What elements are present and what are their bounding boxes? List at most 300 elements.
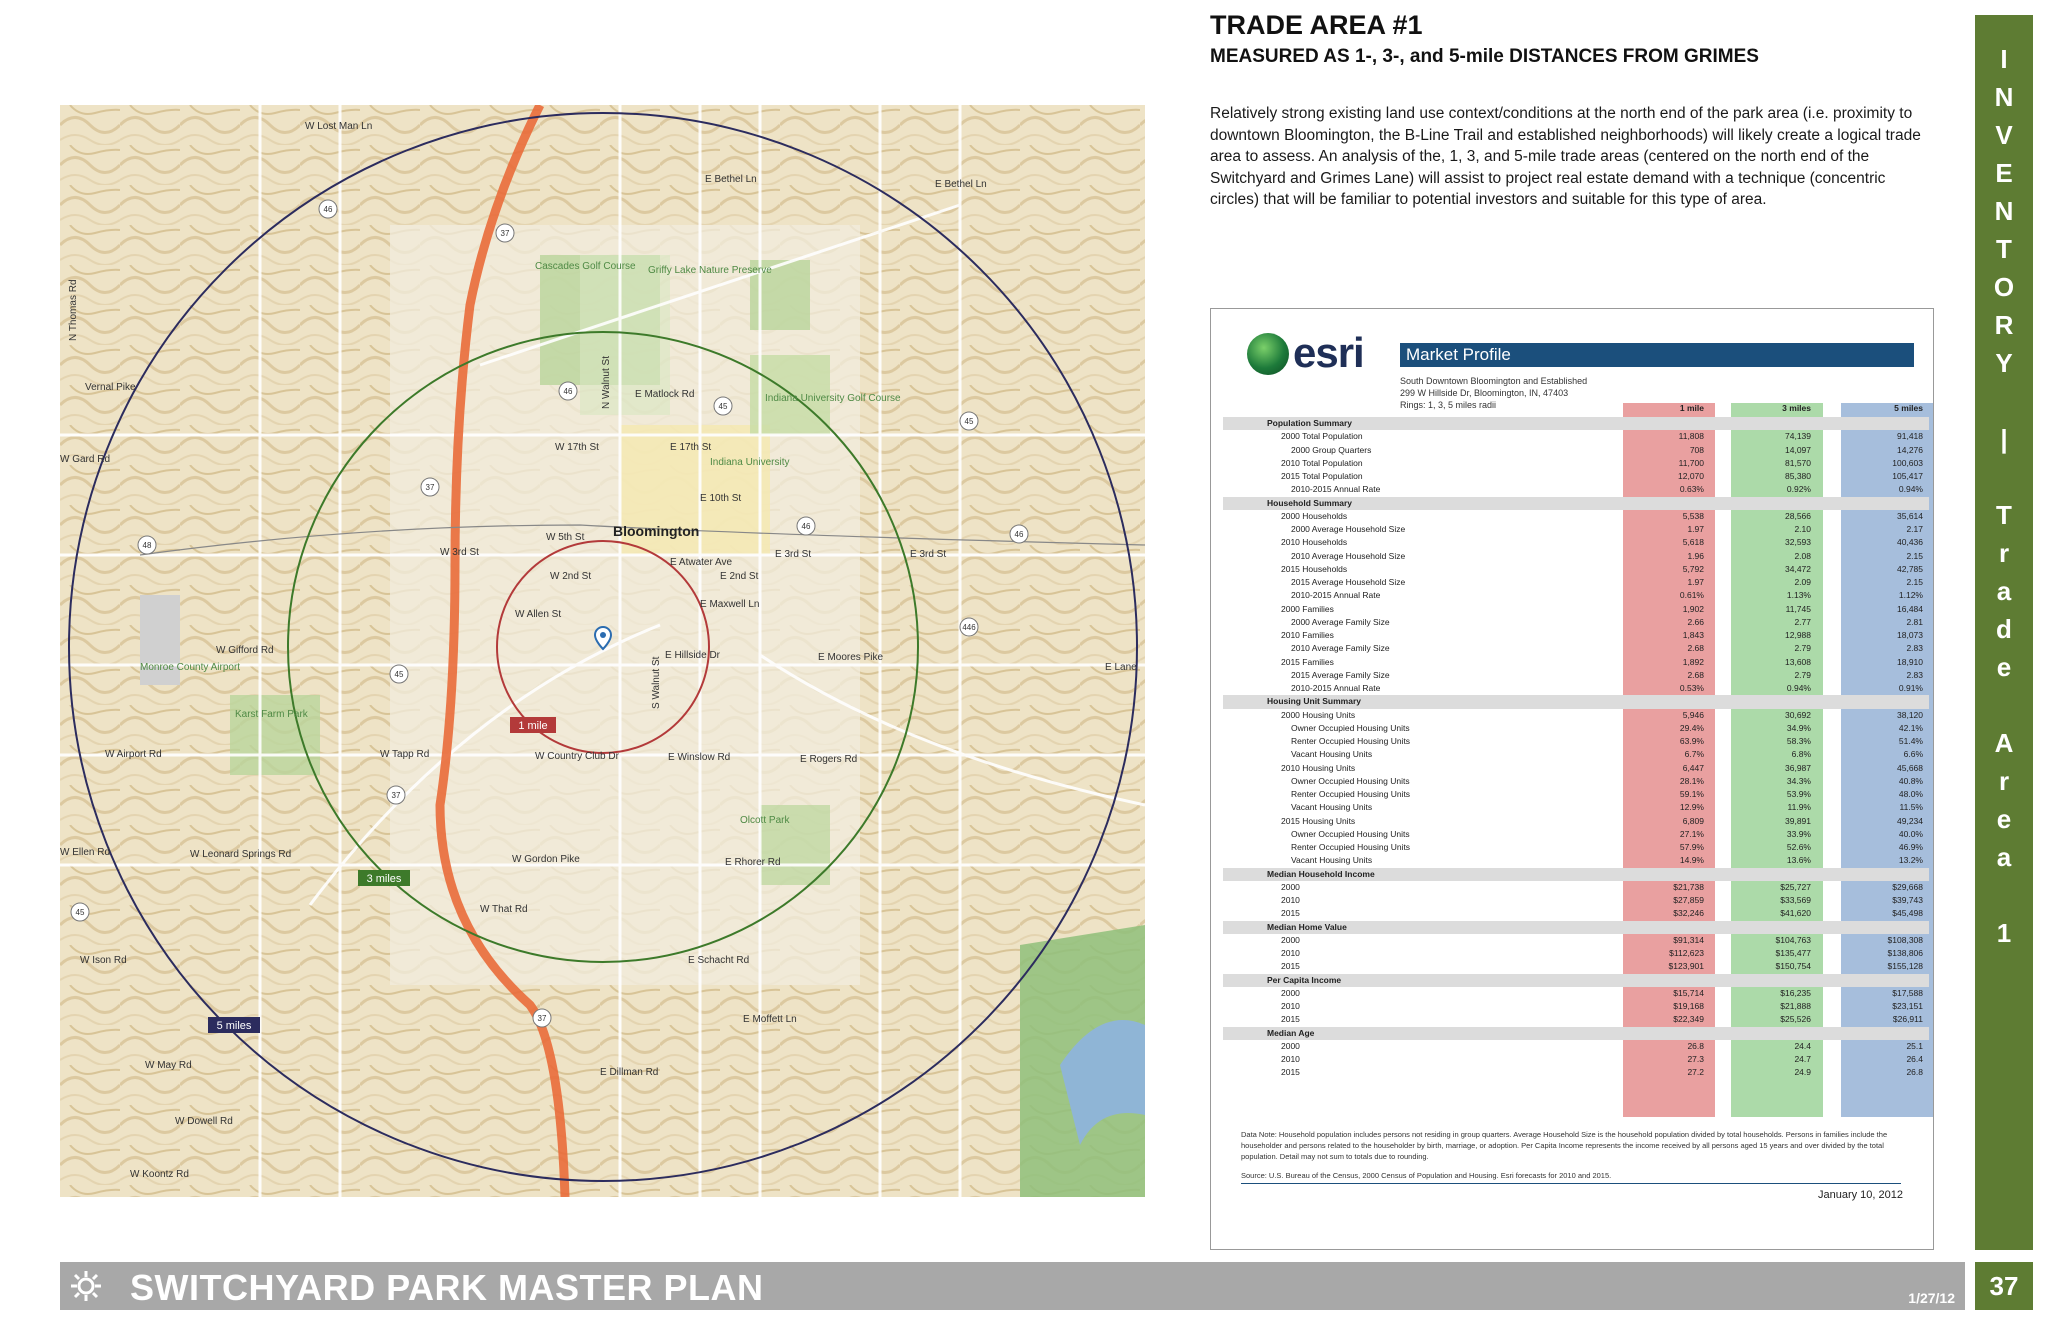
table-row xyxy=(1223,1000,1929,1013)
table-row xyxy=(1223,762,1929,775)
row-value: $123,901 xyxy=(1668,961,1704,972)
svg-text:E Atwater Ave: E Atwater Ave xyxy=(670,557,733,568)
svg-text:Vernal Pike: Vernal Pike xyxy=(85,382,136,393)
row-label: 2010 xyxy=(1281,1001,1300,1011)
table-section-row xyxy=(1223,695,1929,708)
row-value: 36,987 xyxy=(1785,762,1811,773)
row-value: 12.9% xyxy=(1679,802,1704,813)
table-row xyxy=(1223,589,1929,602)
svg-text:Olcott Park: Olcott Park xyxy=(740,815,790,826)
svg-text:E Rogers Rd: E Rogers Rd xyxy=(800,754,858,765)
table-row xyxy=(1223,1053,1929,1066)
row-label: 2015 xyxy=(1281,961,1300,972)
svg-text:E Schacht Rd: E Schacht Rd xyxy=(688,955,750,966)
row-value: $27,859 xyxy=(1673,895,1704,905)
row-value: 81,570 xyxy=(1785,457,1811,468)
row-value: 2.77 xyxy=(1794,616,1811,627)
svg-text:48: 48 xyxy=(142,541,152,550)
row-label: 2010 Housing Units xyxy=(1281,762,1356,773)
route-shield-icon xyxy=(533,1009,551,1027)
sidebar-letter: I xyxy=(2000,44,2008,74)
row-label: 2015 Average Household Size xyxy=(1291,577,1406,587)
svg-text:N Thomas Rd: N Thomas Rd xyxy=(68,279,79,341)
row-value: 28,566 xyxy=(1785,510,1811,521)
row-value: 0.63% xyxy=(1679,484,1704,495)
row-value: 42,785 xyxy=(1897,563,1923,574)
row-value: 0.91% xyxy=(1898,683,1923,693)
svg-text:Indiana University: Indiana University xyxy=(710,457,790,468)
footer-bar xyxy=(60,1262,1965,1310)
sidebar-letter: T xyxy=(1996,234,2012,264)
report-date: January 10, 2012 xyxy=(1817,1189,1903,1201)
row-label: Vacant Housing Units xyxy=(1291,802,1373,813)
source-note: Source: U.S. Bureau of the Census, 2000 Census of Population and Housing. Esri forecasts for 2010 and 2015. xyxy=(1241,1171,1901,1184)
table-row xyxy=(1223,669,1929,682)
table-row xyxy=(1223,881,1929,894)
sidebar-letter xyxy=(1975,686,2033,724)
table-row xyxy=(1223,523,1929,536)
row-value: 0.92% xyxy=(1786,484,1811,495)
footer-title: SWITCHYARD PARK MASTER PLAN xyxy=(130,1267,764,1308)
ring-label-3-miles: 3 miles xyxy=(366,873,402,885)
row-value: 42.1% xyxy=(1898,722,1923,733)
row-value: $25,526 xyxy=(1780,1014,1811,1025)
svg-text:37: 37 xyxy=(425,483,435,492)
table-row xyxy=(1223,457,1929,470)
row-value: $112,623 xyxy=(1669,948,1704,958)
row-value: 12,070 xyxy=(1678,471,1704,481)
row-value: 105,417 xyxy=(1892,471,1923,481)
table-row xyxy=(1223,1066,1929,1079)
data-note: Data Note: Household population includes persons not residing in group quarters. Average Household Size is the household population divided by total households. Persons in families include the householder and persons related to the householder by birth, marriage, or adoption. Per Capita Income represents the income received by all persons aged 15 years and over divided by the total population. Detail may not sum to totals due to rounding. xyxy=(1241,1130,1888,1161)
svg-text:E Winslow Rd: E Winslow Rd xyxy=(668,752,731,763)
row-value: 59.1% xyxy=(1679,789,1704,799)
row-value: $138,806 xyxy=(1887,948,1923,958)
svg-text:N Walnut St: N Walnut St xyxy=(601,356,612,409)
row-label: 2015 xyxy=(1281,1014,1300,1025)
row-value: 1.13% xyxy=(1786,590,1811,601)
sidebar-letter: e xyxy=(1996,652,2012,682)
table-row xyxy=(1223,801,1929,814)
row-value: $108,308 xyxy=(1887,934,1923,945)
table-row xyxy=(1223,947,1929,960)
row-label: Renter Occupied Housing Units xyxy=(1291,736,1411,746)
svg-text:46: 46 xyxy=(563,387,573,396)
row-value: 1.12% xyxy=(1898,590,1923,601)
table-row xyxy=(1223,987,1929,1000)
svg-text:W Dowell Rd: W Dowell Rd xyxy=(175,1116,233,1127)
svg-text:46: 46 xyxy=(1014,530,1024,539)
row-label: Population Summary xyxy=(1267,418,1353,428)
table-row xyxy=(1223,629,1929,642)
svg-text:E Lane: E Lane xyxy=(1105,662,1137,673)
svg-text:W Gifford Rd: W Gifford Rd xyxy=(216,645,274,656)
row-value: 52.6% xyxy=(1786,842,1811,852)
row-value: 18,073 xyxy=(1897,630,1923,640)
table-row xyxy=(1223,430,1929,443)
row-value: $25,727 xyxy=(1780,881,1811,892)
table-row xyxy=(1223,934,1929,947)
sidebar-letter: r xyxy=(1998,766,2010,796)
row-value: 13.2% xyxy=(1898,855,1923,866)
row-value: 2.08 xyxy=(1794,550,1811,561)
row-value: 11,808 xyxy=(1678,431,1704,442)
row-value: 48.0% xyxy=(1898,789,1923,799)
row-label: 2000 xyxy=(1281,881,1300,892)
row-value: 11.5% xyxy=(1899,802,1923,813)
row-value: 85,380 xyxy=(1785,471,1811,481)
column-header: 3 miles xyxy=(1782,403,1811,413)
row-value: 0.53% xyxy=(1679,683,1704,693)
row-value: 27.1% xyxy=(1679,828,1704,839)
row-label: 2015 Families xyxy=(1281,656,1334,667)
svg-text:W 17th St: W 17th St xyxy=(555,442,599,453)
svg-text:W Allen St: W Allen St xyxy=(515,609,562,620)
table-row xyxy=(1223,444,1929,457)
table-row xyxy=(1223,510,1929,523)
row-value: 2.83 xyxy=(1906,643,1923,654)
row-label: 2010 Average Household Size xyxy=(1291,550,1406,561)
switchyard-logo-icon xyxy=(70,1270,102,1302)
row-label: 2000 xyxy=(1281,1040,1300,1051)
row-value: 26.8 xyxy=(1906,1067,1923,1078)
row-label: 2000 Households xyxy=(1281,510,1348,521)
row-value: 6.7% xyxy=(1684,749,1704,760)
svg-text:E Dillman Rd: E Dillman Rd xyxy=(600,1067,659,1078)
table-row xyxy=(1223,960,1929,973)
svg-text:E Bethel Ln: E Bethel Ln xyxy=(705,174,757,185)
svg-text:37: 37 xyxy=(391,791,401,800)
row-label: 2010 Average Family Size xyxy=(1291,643,1390,654)
table-row xyxy=(1223,536,1929,549)
svg-text:45: 45 xyxy=(964,417,974,426)
esri-logo xyxy=(1247,329,1387,381)
row-label: 2015 xyxy=(1281,1067,1300,1078)
table-row xyxy=(1223,1013,1929,1026)
route-shield-icon xyxy=(387,786,405,804)
row-value: $104,763 xyxy=(1775,934,1811,945)
svg-text:S Walnut St: S Walnut St xyxy=(651,656,662,709)
row-label: Median Household Income xyxy=(1267,868,1375,879)
row-label: 2010 xyxy=(1281,895,1300,905)
table-section-row xyxy=(1223,868,1929,881)
row-label: 2010-2015 Annual Rate xyxy=(1291,484,1381,495)
row-value: 35,614 xyxy=(1897,510,1923,521)
sidebar-letter: a xyxy=(1996,576,2012,606)
row-value: 2.09 xyxy=(1794,577,1811,587)
svg-text:W May Rd: W May Rd xyxy=(145,1060,192,1071)
route-shield-icon xyxy=(797,517,815,535)
svg-text:Indiana University Golf Course: Indiana University Golf Course xyxy=(765,393,901,404)
svg-text:W Ison Rd: W Ison Rd xyxy=(80,955,127,966)
table-row xyxy=(1223,775,1929,788)
table-row xyxy=(1223,576,1929,589)
route-shield-icon xyxy=(71,903,89,921)
report-header: Market Profile xyxy=(1400,343,1914,367)
row-value: 24.7 xyxy=(1794,1054,1811,1064)
sidebar-label xyxy=(1975,40,2033,952)
trade-area-map xyxy=(60,105,1145,1197)
route-shield-icon xyxy=(421,478,439,496)
sidebar-letter: T xyxy=(1996,500,2012,530)
row-value: $23,151 xyxy=(1892,1001,1923,1011)
svg-text:Bloomington: Bloomington xyxy=(613,523,700,539)
sidebar-letter: | xyxy=(2000,424,2008,454)
row-value: $16,235 xyxy=(1780,987,1811,998)
row-value: 2.68 xyxy=(1687,669,1704,680)
table-row xyxy=(1223,709,1929,722)
table-row xyxy=(1223,682,1929,695)
report-info-line: South Downtown Bloomington and Established xyxy=(1400,376,1588,386)
row-value: 1,843 xyxy=(1682,630,1704,640)
row-label: Owner Occupied Housing Units xyxy=(1291,722,1410,733)
svg-text:37: 37 xyxy=(500,229,510,238)
svg-text:Griffy Lake Nature Preserve: Griffy Lake Nature Preserve xyxy=(648,265,772,276)
report-info-line: Rings: 1, 3, 5 miles radii xyxy=(1400,400,1497,410)
route-shield-icon xyxy=(960,412,978,430)
row-value: 49,234 xyxy=(1897,815,1923,826)
row-value: 1,892 xyxy=(1682,656,1704,667)
svg-text:W Tapp Rd: W Tapp Rd xyxy=(380,749,430,760)
row-label: Renter Occupied Housing Units xyxy=(1291,842,1411,852)
row-label: Vacant Housing Units xyxy=(1291,749,1373,760)
svg-text:45: 45 xyxy=(75,908,85,917)
sidebar-letter: N xyxy=(1994,196,2014,226)
row-value: 26.4 xyxy=(1906,1054,1923,1064)
route-shield-icon xyxy=(390,665,408,683)
report-info-line: 299 W Hillside Dr, Bloomington, IN, 47403 xyxy=(1400,388,1569,398)
row-value: 39,891 xyxy=(1785,815,1811,826)
row-label: Renter Occupied Housing Units xyxy=(1291,789,1411,799)
row-value: 5,538 xyxy=(1682,510,1704,521)
row-label: 2000 Total Population xyxy=(1281,431,1363,442)
table-row xyxy=(1223,550,1929,563)
svg-text:45: 45 xyxy=(718,402,728,411)
row-value: 57.9% xyxy=(1679,842,1704,852)
row-value: 27.3 xyxy=(1687,1054,1704,1064)
svg-text:E Moffett Ln: E Moffett Ln xyxy=(743,1014,797,1025)
column-header: 5 miles xyxy=(1894,403,1923,413)
row-label: 2010 xyxy=(1281,948,1300,958)
route-shield-icon xyxy=(559,382,577,400)
table-column-headers xyxy=(1223,403,1929,416)
row-value: 34.9% xyxy=(1786,722,1811,733)
svg-text:45: 45 xyxy=(394,670,404,679)
intro-paragraph: Relatively strong existing land use context/conditions at the north end of the park area (i.e. proximity to downtown Bloomington, the B-Line Trail and established neighborhoods) will likely create a logical trade area to assess. An analysis of the, 1, 3, and 5-mile trade areas (centered on the north end of the Switchyard and Grimes Lane) will assist to project real estate demand with a technique (concentric circles) that will be familiar to potential investors and suitable for this type of area. xyxy=(1210,105,1921,208)
row-value: 708 xyxy=(1689,444,1704,455)
row-value: $150,754 xyxy=(1775,961,1811,972)
row-value: $135,477 xyxy=(1775,948,1811,958)
table-section-row xyxy=(1223,497,1929,510)
row-value: 6,809 xyxy=(1682,815,1704,826)
table-section-row xyxy=(1223,1027,1929,1040)
svg-text:W That Rd: W That Rd xyxy=(480,904,528,915)
row-label: 2015 Housing Units xyxy=(1281,815,1356,826)
sidebar-letter: O xyxy=(1993,272,2015,302)
svg-text:W Country Club Dr: W Country Club Dr xyxy=(535,751,619,762)
row-value: 40,436 xyxy=(1897,537,1923,548)
row-value: 51.4% xyxy=(1898,736,1923,746)
svg-text:W Koontz Rd: W Koontz Rd xyxy=(130,1169,189,1180)
sidebar-letter: e xyxy=(1996,804,2012,834)
row-label: 2000 Families xyxy=(1281,603,1334,614)
route-shield-icon xyxy=(319,200,337,218)
table-row xyxy=(1223,735,1929,748)
row-value: 58.3% xyxy=(1786,736,1811,746)
table-section-row xyxy=(1223,921,1929,934)
row-value: $29,668 xyxy=(1892,881,1923,892)
row-value: 0.94% xyxy=(1786,683,1811,693)
market-profile-table xyxy=(1223,417,1929,1080)
esri-logo-text: esri xyxy=(1293,329,1364,376)
row-value: 12,988 xyxy=(1785,630,1811,640)
row-value: 38,120 xyxy=(1897,709,1923,720)
sidebar-letter: N xyxy=(1994,82,2014,112)
svg-text:Karst Farm Park: Karst Farm Park xyxy=(235,709,308,720)
svg-text:W 3rd St: W 3rd St xyxy=(440,547,479,558)
table-row xyxy=(1223,1040,1929,1053)
table-row xyxy=(1223,788,1929,801)
row-value: 11,745 xyxy=(1785,603,1811,614)
row-value: $17,588 xyxy=(1892,987,1923,998)
row-label: Vacant Housing Units xyxy=(1291,855,1373,866)
row-value: 40.0% xyxy=(1898,828,1923,839)
row-label: 2010 Families xyxy=(1281,630,1334,640)
market-profile-report xyxy=(1210,308,1934,1250)
row-value: 29.4% xyxy=(1679,722,1704,733)
row-value: 74,139 xyxy=(1785,431,1811,442)
row-value: $33,569 xyxy=(1780,895,1811,905)
sidebar-letter: Y xyxy=(1995,348,2013,378)
row-value: 11.9% xyxy=(1787,802,1811,813)
row-value: 100,603 xyxy=(1892,457,1923,468)
table-row xyxy=(1223,642,1929,655)
row-value: 6,447 xyxy=(1682,762,1704,773)
route-shield-icon xyxy=(496,224,514,242)
table-row xyxy=(1223,841,1929,854)
row-value: 6.8% xyxy=(1791,749,1811,760)
row-label: 2010 Households xyxy=(1281,537,1348,548)
sidebar-letter xyxy=(1975,876,2033,914)
row-label: Household Summary xyxy=(1267,497,1353,508)
sidebar-letter: A xyxy=(1994,728,2014,758)
svg-text:W 5th St: W 5th St xyxy=(546,532,585,543)
svg-text:E Maxwell Ln: E Maxwell Ln xyxy=(700,599,760,610)
svg-text:E 2nd St: E 2nd St xyxy=(720,571,759,582)
row-value: $91,314 xyxy=(1673,934,1704,945)
row-value: 45,668 xyxy=(1897,762,1923,773)
row-value: $22,349 xyxy=(1673,1014,1704,1025)
row-value: 34,472 xyxy=(1785,563,1811,574)
row-value: 1.96 xyxy=(1687,550,1704,561)
row-label: Per Capita Income xyxy=(1267,974,1342,985)
svg-text:W Lost Man Ln: W Lost Man Ln xyxy=(305,121,373,132)
sidebar-letter: E xyxy=(1995,158,2013,188)
row-label: 2000 xyxy=(1281,934,1300,945)
svg-text:46: 46 xyxy=(323,205,333,214)
row-value: 1.97 xyxy=(1687,577,1704,587)
row-value: 24.4 xyxy=(1794,1040,1811,1051)
sidebar-letter xyxy=(1975,382,2033,420)
svg-text:46: 46 xyxy=(801,522,811,531)
svg-text:Cascades Golf Course: Cascades Golf Course xyxy=(535,261,636,272)
sidebar-letter xyxy=(1975,458,2033,496)
page-title: TRADE AREA #1 xyxy=(1210,10,1423,40)
row-value: $15,714 xyxy=(1673,987,1704,998)
route-shield-icon xyxy=(1010,525,1028,543)
row-value: 2.68 xyxy=(1687,643,1704,654)
table-row xyxy=(1223,894,1929,907)
row-value: 0.94% xyxy=(1898,484,1923,495)
row-value: $21,888 xyxy=(1780,1001,1811,1011)
row-value: 13.6% xyxy=(1786,855,1811,866)
row-value: 32,593 xyxy=(1785,537,1811,548)
table-row xyxy=(1223,470,1929,483)
svg-text:Monroe County Airport: Monroe County Airport xyxy=(140,662,241,673)
row-label: 2000 Housing Units xyxy=(1281,709,1356,720)
row-label: 2000 Average Family Size xyxy=(1291,616,1390,627)
row-label: 2010 Total Population xyxy=(1281,457,1363,468)
row-value: 13,608 xyxy=(1785,656,1811,667)
table-row xyxy=(1223,616,1929,629)
row-value: 2.79 xyxy=(1794,669,1811,680)
row-label: 2000 xyxy=(1281,987,1300,998)
svg-text:E 3rd St: E 3rd St xyxy=(775,549,812,560)
svg-text:E Moores Pike: E Moores Pike xyxy=(818,652,884,663)
row-value: 30,692 xyxy=(1785,709,1811,720)
svg-text:446: 446 xyxy=(962,623,976,632)
row-value: 46.9% xyxy=(1898,842,1923,852)
row-label: Median Home Value xyxy=(1267,921,1347,932)
table-row xyxy=(1223,854,1929,867)
section-sidebar xyxy=(1975,15,2033,1250)
row-value: 27.2 xyxy=(1687,1067,1704,1078)
map-canvas xyxy=(60,105,1145,1197)
table-row xyxy=(1223,722,1929,735)
svg-text:E Bethel Ln: E Bethel Ln xyxy=(935,179,987,190)
sidebar-letter: 1 xyxy=(1996,918,2012,948)
row-value: 53.9% xyxy=(1786,789,1811,799)
sidebar-letter: a xyxy=(1996,842,2012,872)
page-number: 37 xyxy=(1975,1262,2033,1310)
row-value: 5,946 xyxy=(1682,709,1704,720)
ring-label-1-mile: 1 mile xyxy=(518,720,548,732)
table-row xyxy=(1223,656,1929,669)
row-label: Owner Occupied Housing Units xyxy=(1291,775,1410,786)
table-row xyxy=(1223,907,1929,920)
table-section-row xyxy=(1223,417,1929,430)
row-value: 0.61% xyxy=(1679,590,1704,601)
table-row xyxy=(1223,828,1929,841)
row-label: Median Age xyxy=(1267,1027,1315,1038)
sidebar-letter: r xyxy=(1998,538,2010,568)
row-value: 2.15 xyxy=(1906,577,1923,587)
row-value: 24.9 xyxy=(1794,1067,1811,1078)
row-value: $39,743 xyxy=(1892,895,1923,905)
route-shield-icon xyxy=(960,618,978,636)
svg-text:37: 37 xyxy=(537,1014,547,1023)
row-value: 2.81 xyxy=(1906,616,1923,627)
sidebar-letter: V xyxy=(1995,120,2013,150)
table-row xyxy=(1223,748,1929,761)
ring-label-5-miles: 5 miles xyxy=(216,1020,252,1032)
table-row xyxy=(1223,483,1929,496)
route-shield-icon xyxy=(714,397,732,415)
globe-icon xyxy=(1247,333,1289,375)
row-value: 14,276 xyxy=(1897,444,1923,455)
row-value: 2.83 xyxy=(1906,669,1923,680)
row-value: 1.97 xyxy=(1687,524,1704,534)
